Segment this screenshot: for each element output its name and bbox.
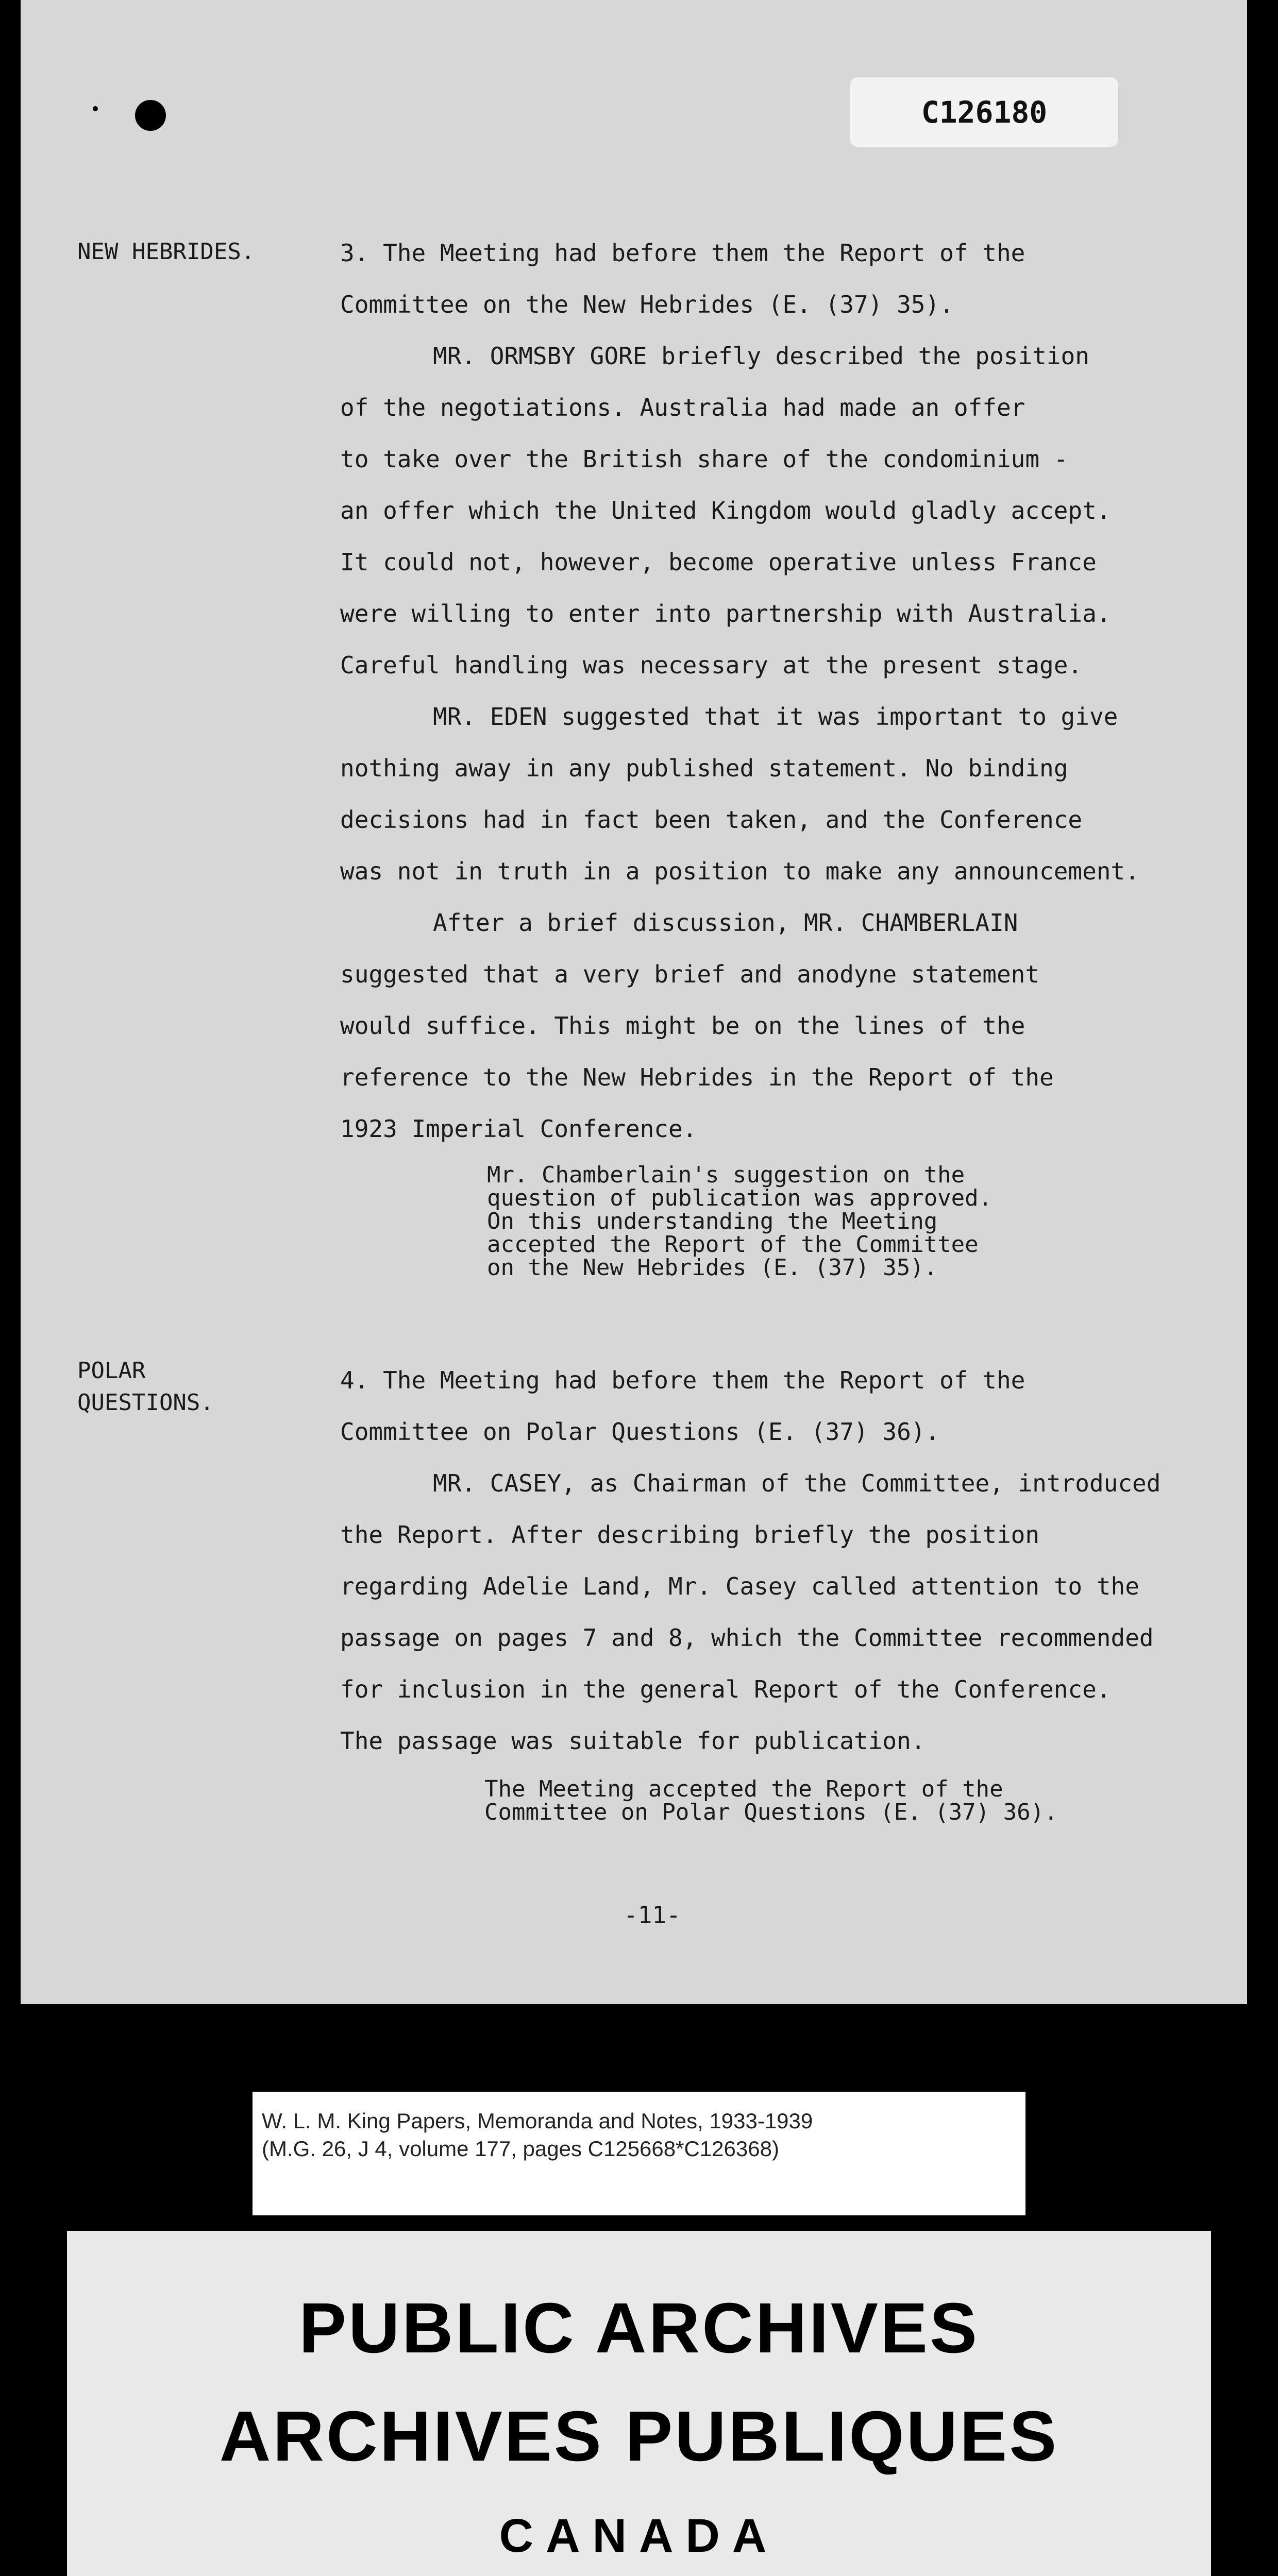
resolution-line: on the New Hebrides (E. (37) 35). bbox=[487, 1255, 938, 1281]
text-line: nothing away in any published statement. No binding bbox=[340, 754, 1068, 782]
page-number: -11- bbox=[624, 1901, 681, 1929]
text-line: were willing to enter into partnership with Australia. bbox=[340, 600, 1111, 628]
text-line: It could not, however, become operative unless France bbox=[340, 548, 1097, 576]
resolution-line: The Meeting accepted the Report of the bbox=[484, 1776, 1003, 1802]
citation-line: (M.G. 26, J 4, volume 177, pages C125668*C126368) bbox=[262, 2137, 779, 2161]
text-line: MR. EDEN suggested that it was important to give bbox=[433, 703, 1118, 731]
punch-hole bbox=[135, 100, 166, 131]
citation-line: W. L. M. King Papers, Memoranda and Notes, 1933-1939 bbox=[262, 2109, 813, 2133]
text-line: Committee on the New Hebrides (E. (37) 35). bbox=[340, 291, 954, 318]
text-line: 3. The Meeting had before them the Report of the bbox=[340, 239, 1025, 267]
text-line: Committee on Polar Questions (E. (37) 36). bbox=[340, 1418, 940, 1446]
margin-heading-new-hebrides: NEW HEBRIDES. bbox=[77, 239, 255, 265]
archives-label-card bbox=[67, 2231, 1211, 2576]
text-line: was not in truth in a position to make any announcement. bbox=[340, 857, 1139, 885]
resolution-line: question of publication was approved. bbox=[487, 1185, 993, 1211]
archives-label-english: PUBLIC ARCHIVES bbox=[299, 2289, 979, 2368]
text-line: Careful handling was necessary at the present stage. bbox=[340, 651, 1083, 679]
text-line: The passage was suitable for publication. bbox=[340, 1727, 926, 1755]
text-line: 1923 Imperial Conference. bbox=[340, 1115, 697, 1143]
text-line: to take over the British share of the condominium - bbox=[340, 445, 1068, 473]
citation-slip bbox=[253, 2092, 1025, 2215]
text-line: the Report. After describing briefly the position bbox=[340, 1521, 1040, 1549]
resolution-line: Committee on Polar Questions (E. (37) 36). bbox=[484, 1799, 1058, 1825]
resolution-line: Mr. Chamberlain's suggestion on the bbox=[487, 1162, 965, 1188]
reference-number: C126180 bbox=[921, 94, 1048, 130]
text-line: 4. The Meeting had before them the Report of the bbox=[340, 1366, 1025, 1394]
text-line: regarding Adelie Land, Mr. Casey called attention to the bbox=[340, 1572, 1139, 1600]
reference-number-tag bbox=[850, 77, 1118, 147]
text-line: passage on pages 7 and 8, which the Committee recommended bbox=[340, 1624, 1154, 1652]
text-line: MR. ORMSBY GORE briefly described the position bbox=[433, 342, 1089, 370]
text-line: suggested that a very brief and anodyne statement bbox=[340, 960, 1040, 988]
resolution-line: On this understanding the Meeting bbox=[487, 1208, 938, 1234]
text-line: MR. CASEY, as Chairman of the Committee, introduced bbox=[433, 1469, 1161, 1497]
archives-label-french: ARCHIVES PUBLIQUES bbox=[219, 2397, 1059, 2476]
archives-label-country: CANADA bbox=[499, 2510, 779, 2562]
memo-page bbox=[21, 0, 1247, 2004]
ink-speck bbox=[93, 106, 98, 111]
text-line: decisions had in fact been taken, and the Conference bbox=[340, 806, 1083, 834]
text-line: for inclusion in the general Report of the Conference. bbox=[340, 1675, 1111, 1703]
resolution-line: accepted the Report of the Committee bbox=[487, 1231, 979, 1258]
text-line: would suffice. This might be on the lines of the bbox=[340, 1012, 1025, 1040]
text-line: of the negotiations. Australia had made an offer bbox=[340, 394, 1025, 421]
text-line: After a brief discussion, MR. CHAMBERLAIN bbox=[433, 909, 1018, 937]
text-line: reference to the New Hebrides in the Report of the bbox=[340, 1063, 1054, 1091]
text-line: an offer which the United Kingdom would gladly accept. bbox=[340, 497, 1111, 524]
margin-heading-polar-questions: POLAR QUESTIONS. bbox=[77, 1358, 214, 1416]
